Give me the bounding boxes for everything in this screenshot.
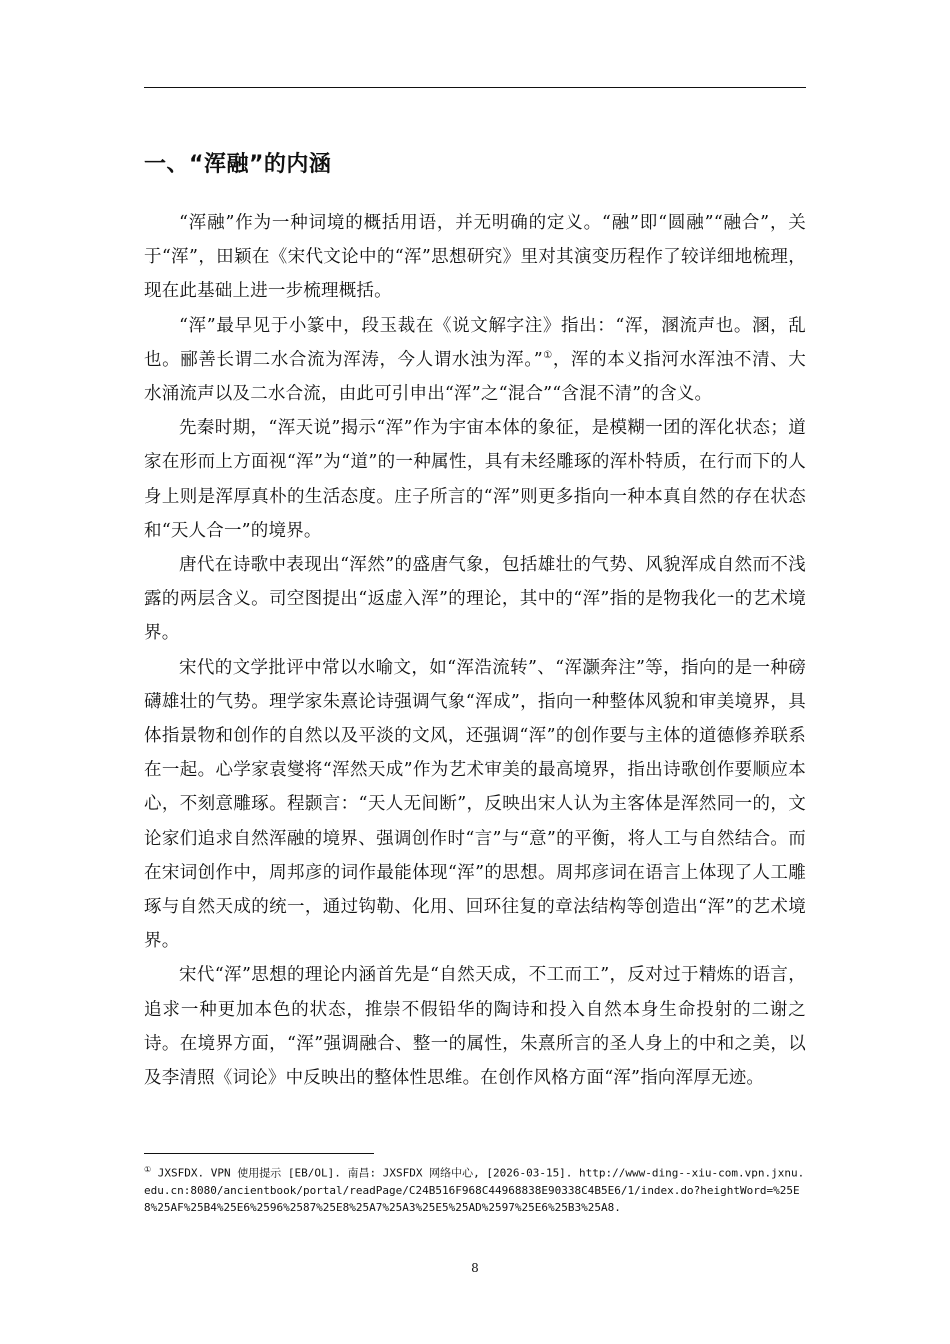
header-rule xyxy=(144,87,806,88)
footnote-text: JXSFDX. VPN 使用提示 [EB/OL]. 南昌: JXSFDX 网络中心, [2026-03-15]. http://www-ding--xiu-com.vpn.jxnu.edu.cn:8080/ancientbook/portal/readPage/C24B516F968C44968838E90338C4B5E6/1/index.do?heightWord=%25E8%25AF%25B4%25E6%2596%2587%25E8%25A7%25A3%25E5%25AD%2597%25E6%25B3%25A8. xyxy=(144,1166,805,1214)
paragraph-etymology-text-cont: ，浑的本义指河水浑浊不清、大水涌流声以及二水合流，由此可引申出“浑”之“混合”“含混不清”的含义。 xyxy=(144,349,806,405)
paragraph-song: 宋代的文学批评中常以水喻文，如“浑浩流转”、“浑灏奔注”等，指向的是一种磅礴雄壮的气势。理学家朱熹论诗强调气象“浑成”，指向一种整体风貌和审美境界，具体指景物和创作的自然以及平淡的文风，还强调“浑”的创作要与主体的道德修养联系在一起。心学家袁燮将“浑然天成”作为艺术审美的最高境界，指出诗歌创作要顺应本心，不刻意雕琢。程颢言：“天人无间断”，反映出宋人认为主客体是浑然同一的，文论家们追求自然浑融的境界、强调创作时“言”与“意”的平衡，将人工与自然结合。而在宋词创作中，周邦彦的词作最能体现“浑”的思想。周邦彦词在语言上体现了人工雕琢与自然天成的统一，通过钩勒、化用、回环往复的章法结构等创造出“浑”的艺术境界。 xyxy=(144,657,806,952)
paragraph-etymology-text: “浑”最早见于小篆中，段玉裁在《说文解字注》指出：“浑，溷流声也。溷，乱也。郦善长谓二水合流为浑涛，今人谓水浊为浑。” xyxy=(144,315,806,370)
footnote xyxy=(144,1161,806,1216)
footnote-ref-link[interactable]: ① xyxy=(542,349,553,361)
paragraph-tang: 唐代在诗歌中表现出“浑然”的盛唐气象，包括雄壮的气势、风貌浑成自然而不浅露的两层含义。司空图提出“返虚入浑”的理论，其中的“浑”指的是物我化一的艺术境界。 xyxy=(144,555,806,644)
page-number: 8 xyxy=(471,1261,479,1275)
footnote-mark: ① xyxy=(144,1165,152,1174)
paragraph-pre-qin: 先秦时期，“浑天说”揭示“浑”作为宇宙本体的象征，是模糊一团的浑化状态；道家在形而上方面视“浑”为“道”的一种属性，具有未经雕琢的浑朴特质，在行而下的人身上则是浑厚真朴的生活态度。庄子所言的“浑”则更多指向一种本真自然的存在状态和“天人合一”的境界。 xyxy=(144,418,806,541)
paragraph-etymology xyxy=(144,309,806,412)
paragraph-song-theory: 宋代“浑”思想的理论内涵首先是“自然天成，不工而工”，反对过于精炼的语言，追求一种更加本色的状态，推崇不假铅华的陶诗和投入自然本身生命投射的二谢之诗。在境界方面，“浑”强调融合、整一的属性，朱熹所言的圣人身上的中和之美，以及李清照《词论》中反映出的整体性思维。在创作风格方面“浑”指向浑厚无迹。 xyxy=(144,965,806,1089)
section-heading: 一、“浑融”的内涵 xyxy=(144,152,332,177)
body-text xyxy=(144,206,806,1095)
footnote-rule xyxy=(144,1153,374,1154)
paragraph-intro: “浑融”作为一种词境的概括用语，并无明确的定义。“融”即“圆融”“融合”，关于“浑”，田颖在《宋代文论中的“浑”思想研究》里对其演变历程作了较详细地梳理，现在此基础上进一步梳理概括。 xyxy=(144,213,806,302)
